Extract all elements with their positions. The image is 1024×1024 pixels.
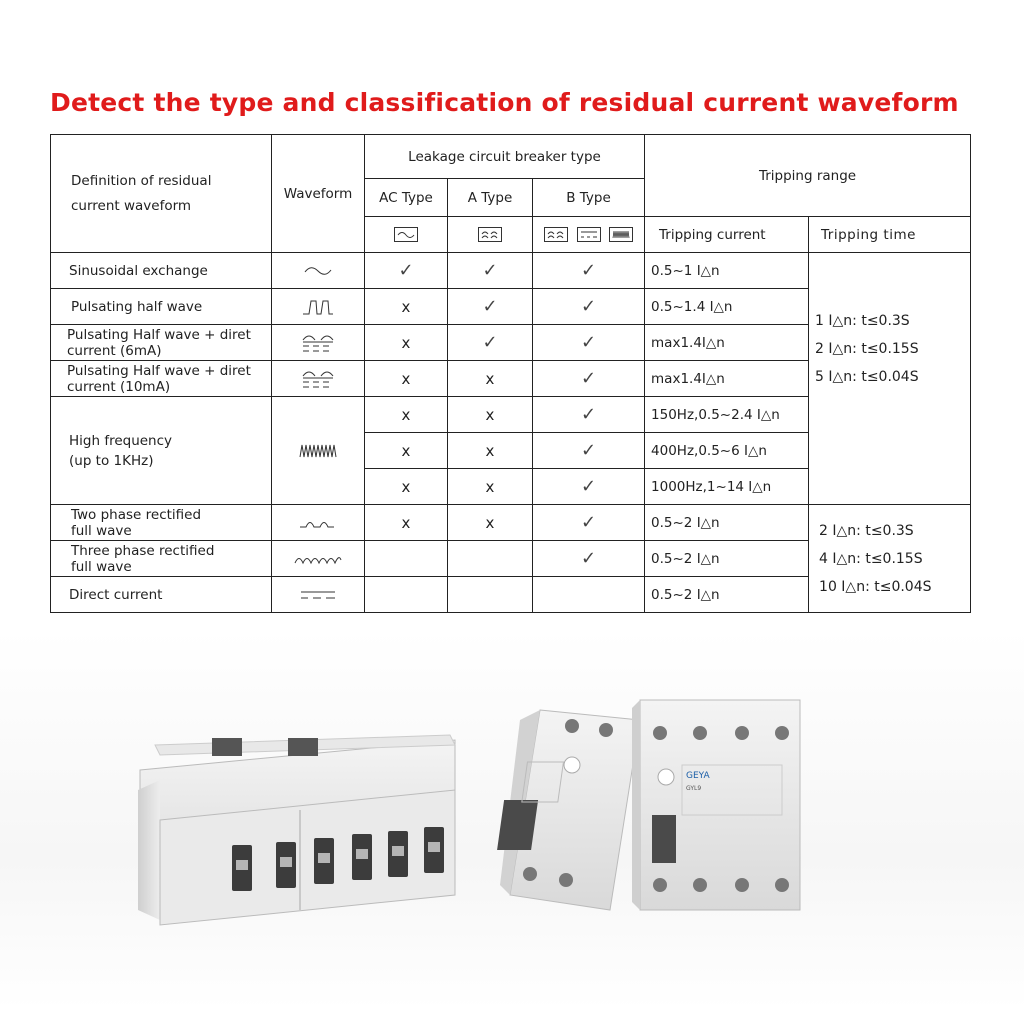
row-definition: Three phase rectified full wave xyxy=(51,541,272,577)
high-frequency-icon xyxy=(272,397,365,505)
b-type-cell: ✓ xyxy=(533,505,645,541)
header-ac-type: AC Type xyxy=(365,179,448,217)
tripping-current-cell: 0.5~1 I△n xyxy=(645,253,809,289)
ac-type-cell: ✓ xyxy=(365,253,448,289)
tripping-time-line: 1 I△n: t≤0.3S xyxy=(815,313,910,329)
tripping-time-line: 4 I△n: t≤0.15S xyxy=(819,550,923,567)
a-type-cell xyxy=(448,577,533,613)
row-definition: Pulsating half wave xyxy=(51,289,272,325)
sine-wave-icon xyxy=(272,253,365,289)
half-wave-dc-icon xyxy=(272,361,365,397)
ac-type-symbol xyxy=(365,217,448,253)
tripping-time-line: 5 I△n: t≤0.04S xyxy=(815,369,919,385)
a-type-cell: x xyxy=(448,433,533,469)
ac-type-cell xyxy=(365,577,448,613)
a-type-cell: x xyxy=(448,397,533,433)
a-type-cell xyxy=(448,541,533,577)
b-type-cell: ✓ xyxy=(533,541,645,577)
a-type-cell: ✓ xyxy=(448,253,533,289)
dc-symbol-icon xyxy=(577,227,601,242)
breaker-2-pole xyxy=(497,710,640,910)
ac-type-cell: x xyxy=(365,433,448,469)
b-type-cell: ✓ xyxy=(533,469,645,505)
breaker-4-pole xyxy=(632,700,800,910)
ac-type-cell xyxy=(365,541,448,577)
pulsating-symbol-icon xyxy=(544,227,568,242)
ac-type-cell: x xyxy=(365,469,448,505)
model-label: GYL9 xyxy=(686,785,702,792)
header-definition: Definition of residual current waveform xyxy=(51,135,272,253)
row-definition: Sinusoidal exchange xyxy=(51,253,272,289)
row-definition: Two phase rectified full wave xyxy=(51,505,272,541)
header-breaker-type: Leakage circuit breaker type xyxy=(365,135,645,179)
header-a-type: A Type xyxy=(448,179,533,217)
b-type-cell: ✓ xyxy=(533,397,645,433)
sine-symbol-icon xyxy=(394,227,418,242)
header-b-type: B Type xyxy=(533,179,645,217)
tripping-current-cell: 0.5~2 I△n xyxy=(645,505,809,541)
pulsating-symbol-icon xyxy=(478,227,502,242)
two-phase-rectified-icon xyxy=(272,505,365,541)
row-definition: High frequency (up to 1KHz) xyxy=(51,397,272,505)
product-photo xyxy=(0,630,1024,1010)
tripping-current-cell: 1000Hz,1~14 I△n xyxy=(645,469,809,505)
tripping-time-group-2 xyxy=(809,505,971,613)
half-wave-dc-icon xyxy=(272,325,365,361)
header-tripping-range: Tripping range xyxy=(645,135,971,217)
tripping-time-line: 10 I△n: t≤0.04S xyxy=(819,578,932,595)
header-tripping-time: Tripping time xyxy=(809,217,971,253)
row-definition: Direct current xyxy=(51,577,272,613)
tripping-current-cell: 400Hz,0.5~6 I△n xyxy=(645,433,809,469)
b-type-cell: ✓ xyxy=(533,253,645,289)
tripping-time-line: 2 I△n: t≤0.3S xyxy=(819,522,914,539)
tripping-current-cell: max1.4I△n xyxy=(645,361,809,397)
row-definition: Pulsating Half wave + diret current (6mA) xyxy=(51,325,272,361)
brand-logo-text: GEYA xyxy=(686,771,710,781)
page-title: Detect the type and classification of residual current waveform xyxy=(50,88,959,117)
pulsating-half-wave-icon xyxy=(272,289,365,325)
b-type-symbol xyxy=(533,217,645,253)
b-type-cell: ✓ xyxy=(533,325,645,361)
a-type-cell: x xyxy=(448,505,533,541)
b-type-cell: ✓ xyxy=(533,289,645,325)
high-frequency-symbol-icon xyxy=(609,227,633,242)
tripping-time-group-1 xyxy=(809,253,971,505)
ac-type-cell: x xyxy=(365,397,448,433)
tripping-current-cell: 0.5~1.4 I△n xyxy=(645,289,809,325)
circuit-breakers-image xyxy=(0,630,1024,1010)
tripping-current-cell: 150Hz,0.5~2.4 I△n xyxy=(645,397,809,433)
a-type-cell: ✓ xyxy=(448,289,533,325)
tripping-time-line: 2 I△n: t≤0.15S xyxy=(815,341,919,357)
row-definition: Pulsating Half wave + diret current (10mA) xyxy=(51,361,272,397)
ac-type-cell: x xyxy=(365,289,448,325)
ac-type-cell: x xyxy=(365,325,448,361)
breaker-rear-unit xyxy=(138,735,455,925)
a-type-symbol xyxy=(448,217,533,253)
ac-type-cell: x xyxy=(365,361,448,397)
b-type-cell: ✓ xyxy=(533,361,645,397)
b-type-cell: ✓ xyxy=(533,433,645,469)
a-type-cell: x xyxy=(448,469,533,505)
header-tripping-current: Tripping current xyxy=(645,217,809,253)
direct-current-icon xyxy=(272,577,365,613)
three-phase-rectified-icon xyxy=(272,541,365,577)
tripping-current-cell: 0.5~2 I△n xyxy=(645,541,809,577)
a-type-cell: ✓ xyxy=(448,325,533,361)
waveform-classification-table xyxy=(50,134,971,613)
b-type-cell xyxy=(533,577,645,613)
tripping-current-cell: 0.5~2 I△n xyxy=(645,577,809,613)
header-waveform: Waveform xyxy=(272,135,365,253)
ac-type-cell: x xyxy=(365,505,448,541)
a-type-cell: x xyxy=(448,361,533,397)
tripping-current-cell: max1.4I△n xyxy=(645,325,809,361)
